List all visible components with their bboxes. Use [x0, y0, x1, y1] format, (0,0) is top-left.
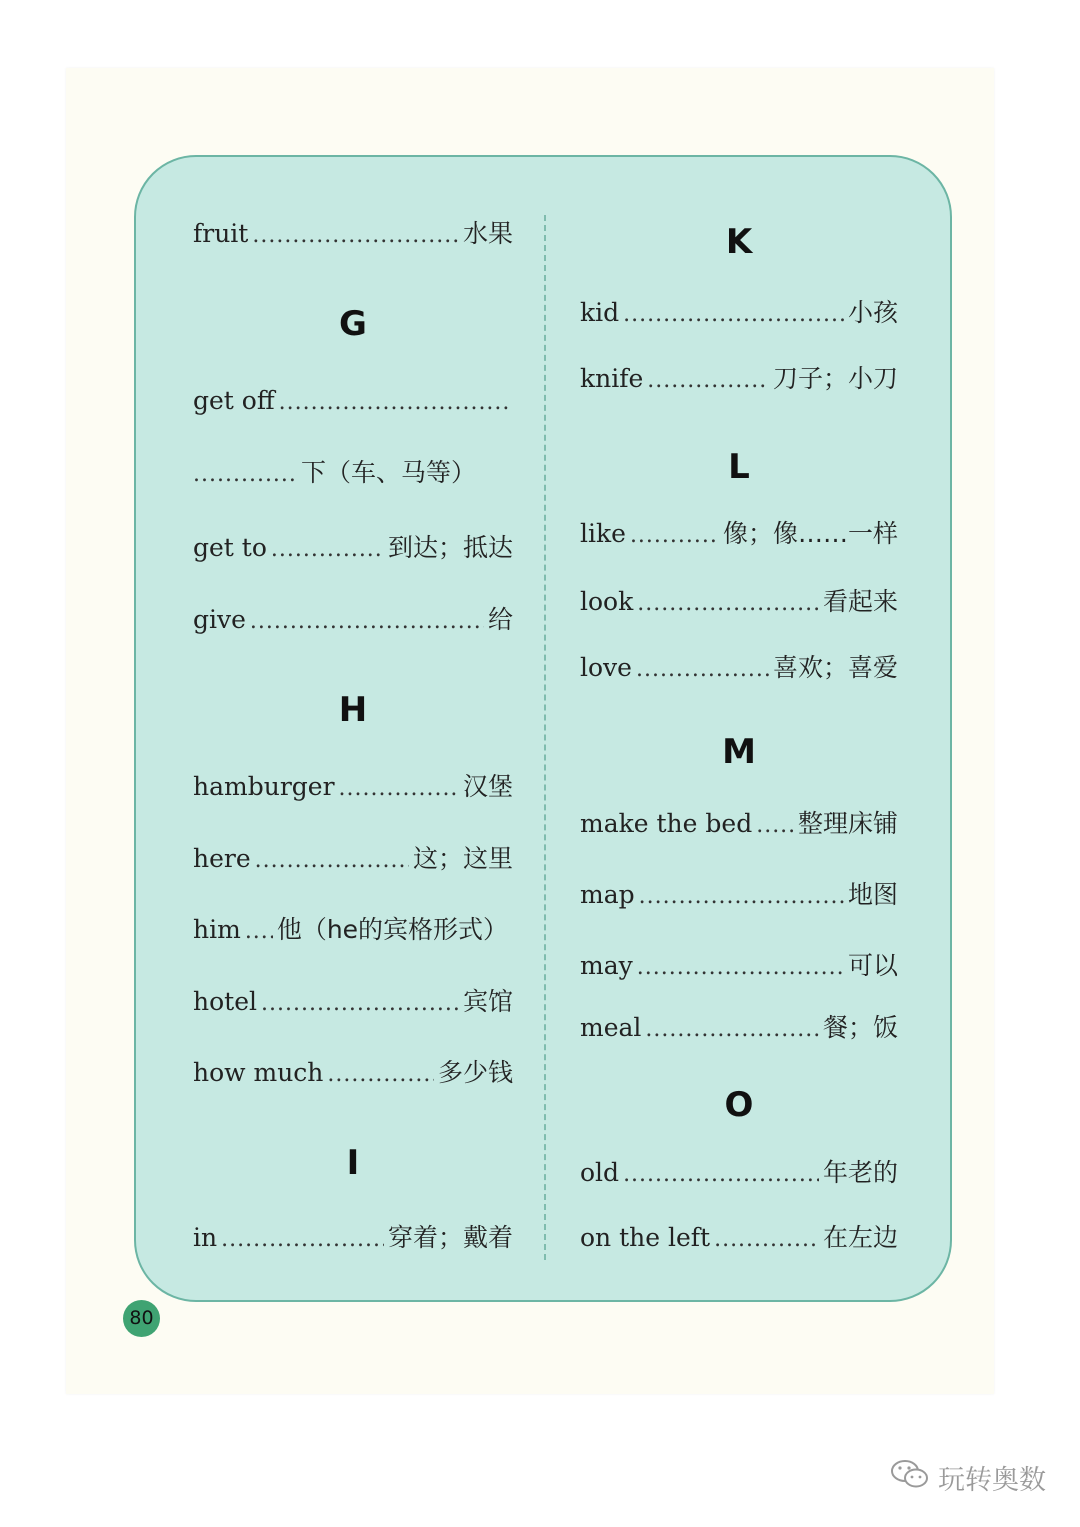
leader-dots	[193, 458, 297, 492]
entry-meaning: 喜欢；喜爱	[772, 653, 898, 682]
entry-word: meal	[580, 1013, 642, 1042]
entry-get-to	[193, 531, 513, 565]
entry-word: knife	[580, 364, 644, 393]
entry-meaning: 下（车、马等）	[301, 458, 477, 487]
entry-meaning: 像；像……一样	[722, 519, 898, 548]
entry-fruit	[193, 217, 513, 251]
leader-dots	[637, 951, 844, 985]
entry-meaning: 在左边	[822, 1223, 898, 1252]
leader-dots	[261, 987, 459, 1021]
entry-word: love	[580, 653, 632, 682]
leader-dots	[339, 772, 459, 806]
entry-give	[193, 603, 513, 637]
entry-word: hotel	[193, 987, 257, 1016]
column-divider	[544, 215, 546, 1260]
entry-word: fruit	[193, 219, 249, 248]
leader-dots	[647, 364, 769, 398]
letter-heading-o: O	[724, 1085, 754, 1125]
entry-word: like	[580, 519, 626, 548]
leader-dots	[637, 587, 819, 621]
entry-word: here	[193, 844, 251, 873]
entry-old	[580, 1156, 898, 1190]
leader-dots	[250, 605, 484, 639]
entry-meaning: 给	[487, 605, 513, 634]
entry-meaning: 地图	[847, 880, 898, 909]
letter-heading-l: L	[728, 447, 750, 487]
entry-look	[580, 585, 898, 619]
letter-heading-h: H	[338, 690, 368, 730]
page-number: 80	[123, 1300, 160, 1337]
entry-meaning: 小孩	[847, 298, 898, 327]
leader-dots	[636, 653, 769, 687]
entry-word: old	[580, 1158, 620, 1187]
entry-get-off-meaning	[193, 456, 513, 490]
entry-meaning: 年老的	[822, 1158, 898, 1187]
entry-meaning: 这；这里	[412, 844, 513, 873]
entry-word: get to	[193, 533, 267, 562]
entry-here	[193, 842, 513, 876]
leader-dots	[252, 219, 459, 253]
entry-meaning: 多少钱	[437, 1058, 513, 1087]
leader-dots	[271, 533, 384, 567]
entry-make-the-bed	[580, 807, 898, 841]
entry-how-much	[193, 1056, 513, 1090]
entry-word: make the bed	[580, 809, 753, 838]
entry-may	[580, 949, 898, 983]
entry-like	[580, 517, 898, 551]
leader-dots	[639, 880, 844, 914]
entry-word: look	[580, 587, 634, 616]
entry-in	[193, 1221, 513, 1255]
entry-word: him	[193, 915, 241, 944]
leader-dots	[714, 1223, 819, 1257]
entry-map	[580, 878, 898, 912]
leader-dots	[221, 1223, 384, 1257]
entry-get-off	[193, 384, 513, 418]
entry-knife	[580, 362, 898, 396]
entry-word: how much	[193, 1058, 324, 1087]
letter-heading-k: K	[725, 222, 753, 262]
entry-hotel	[193, 985, 513, 1019]
watermark	[890, 1458, 1046, 1497]
entry-word: hamburger	[193, 772, 335, 801]
entry-meaning: 汉堡	[462, 772, 513, 801]
entry-meal	[580, 1011, 898, 1045]
entry-meaning: 到达；抵达	[387, 533, 513, 562]
entry-meaning: 整理床铺	[797, 809, 898, 838]
entry-meaning: 水果	[462, 219, 513, 248]
entry-on-the-left	[580, 1221, 898, 1255]
watermark-text: 玩转奥数	[938, 1465, 1046, 1496]
entry-meaning: 他（he的宾格形式）	[276, 915, 509, 944]
entry-him	[193, 913, 513, 947]
letter-heading-i: I	[346, 1143, 360, 1183]
entry-love	[580, 651, 898, 685]
leader-dots	[645, 1013, 819, 1047]
leader-dots	[756, 809, 794, 843]
entry-word: kid	[580, 298, 620, 327]
entry-kid	[580, 296, 898, 330]
entry-word: on the left	[580, 1223, 711, 1252]
entry-word: map	[580, 880, 635, 909]
entry-meaning: 穿着；戴着	[387, 1223, 513, 1252]
wechat-icon	[890, 1458, 938, 1497]
leader-dots	[255, 844, 409, 878]
letter-heading-g: G	[339, 304, 367, 344]
entry-word: in	[193, 1223, 218, 1252]
entry-meaning: 刀子；小刀	[772, 364, 898, 393]
entry-meaning: 餐；饭	[822, 1013, 898, 1042]
leader-dots	[245, 915, 273, 949]
leader-dots	[623, 1158, 819, 1192]
leader-dots	[630, 519, 719, 553]
leader-dots	[623, 298, 844, 332]
entry-word: may	[580, 951, 633, 980]
entry-word: give	[193, 605, 246, 634]
entry-word: get off	[193, 386, 275, 415]
entry-meaning: 宾馆	[462, 987, 513, 1016]
letter-heading-m: M	[722, 732, 756, 772]
entry-meaning: 可以	[847, 951, 898, 980]
leader-dots	[279, 386, 509, 420]
entry-meaning: 看起来	[822, 587, 898, 616]
entry-hamburger	[193, 770, 513, 804]
leader-dots	[327, 1058, 434, 1092]
